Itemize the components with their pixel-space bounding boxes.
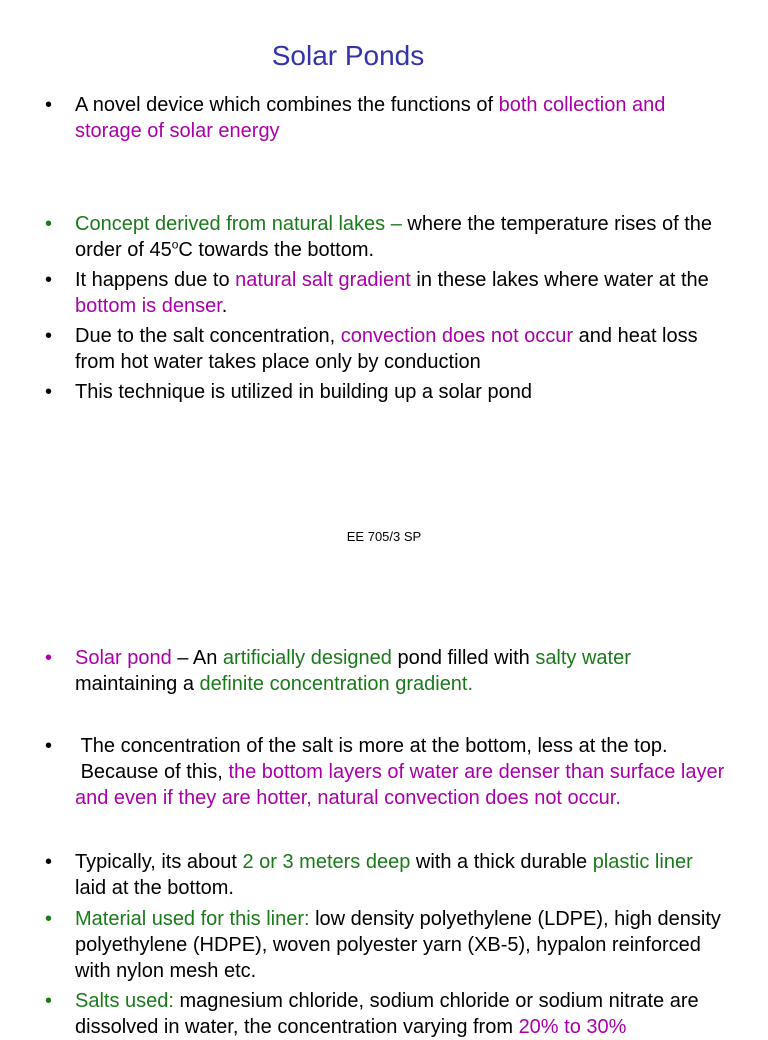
bullet-dot: •	[45, 647, 53, 669]
bullet-7	[45, 733, 730, 811]
bullet-1	[45, 92, 725, 144]
bullet-text: The concentration of the salt is more at the bottom, less at the top. Because of this, the bottom layers of water are denser than surface layer and even if they are hotter, natural convection does not occur.	[75, 735, 730, 809]
bullet-text: It happens due to natural salt gradient in these lakes where water at the bottom is denser.	[75, 269, 709, 317]
bullet-text: Solar pond – An artificially designed pond filled with salty water maintaining a definite concentration gradient.	[75, 647, 631, 695]
bullet-5	[45, 379, 725, 405]
bullet-dot: •	[45, 908, 53, 930]
bullet-text: Due to the salt concentration, convection does not occur and heat loss from hot water takes place only by conduction	[75, 325, 698, 373]
bullet-text: Material used for this liner: low density polyethylene (LDPE), high density polyethylene (HDPE), woven polyester yarn (XB-5), hypalon reinforced with nylon mesh etc.	[75, 908, 721, 982]
bullet-8	[45, 849, 725, 901]
bullet-dot: •	[45, 851, 53, 873]
bullet-10	[45, 988, 725, 1040]
bullet-dot: •	[45, 325, 53, 347]
bullet-text: Salts used: magnesium chloride, sodium chloride or sodium nitrate are dissolved in water, the concentration varying from 20% to 30%	[75, 990, 699, 1038]
bullet-dot: •	[45, 990, 53, 1012]
slide-title: Solar Ponds	[271, 40, 425, 71]
bullet-9	[45, 906, 725, 984]
bullet-text: A novel device which combines the functions of both collection and storage of solar energy	[75, 94, 666, 142]
bullet-2	[45, 211, 725, 263]
slide-footer: EE 705/3 SP	[346, 529, 422, 544]
bullet-dot: •	[45, 213, 53, 235]
bullet-text: This technique is utilized in building up a solar pond	[75, 381, 532, 403]
bullet-dot: •	[45, 94, 53, 116]
bullet-text: Typically, its about 2 or 3 meters deep with a thick durable plastic liner laid at the bottom.	[75, 851, 693, 899]
bullet-dot: •	[45, 381, 53, 403]
bullet-6	[45, 645, 725, 697]
bullet-dot: •	[45, 269, 53, 291]
bullet-3	[45, 267, 725, 319]
bullet-4	[45, 323, 725, 375]
bullet-dot: •	[45, 735, 53, 757]
bullet-text: Concept derived from natural lakes – where the temperature rises of the order of 45$^o$C towards the bottom.	[75, 213, 713, 261]
